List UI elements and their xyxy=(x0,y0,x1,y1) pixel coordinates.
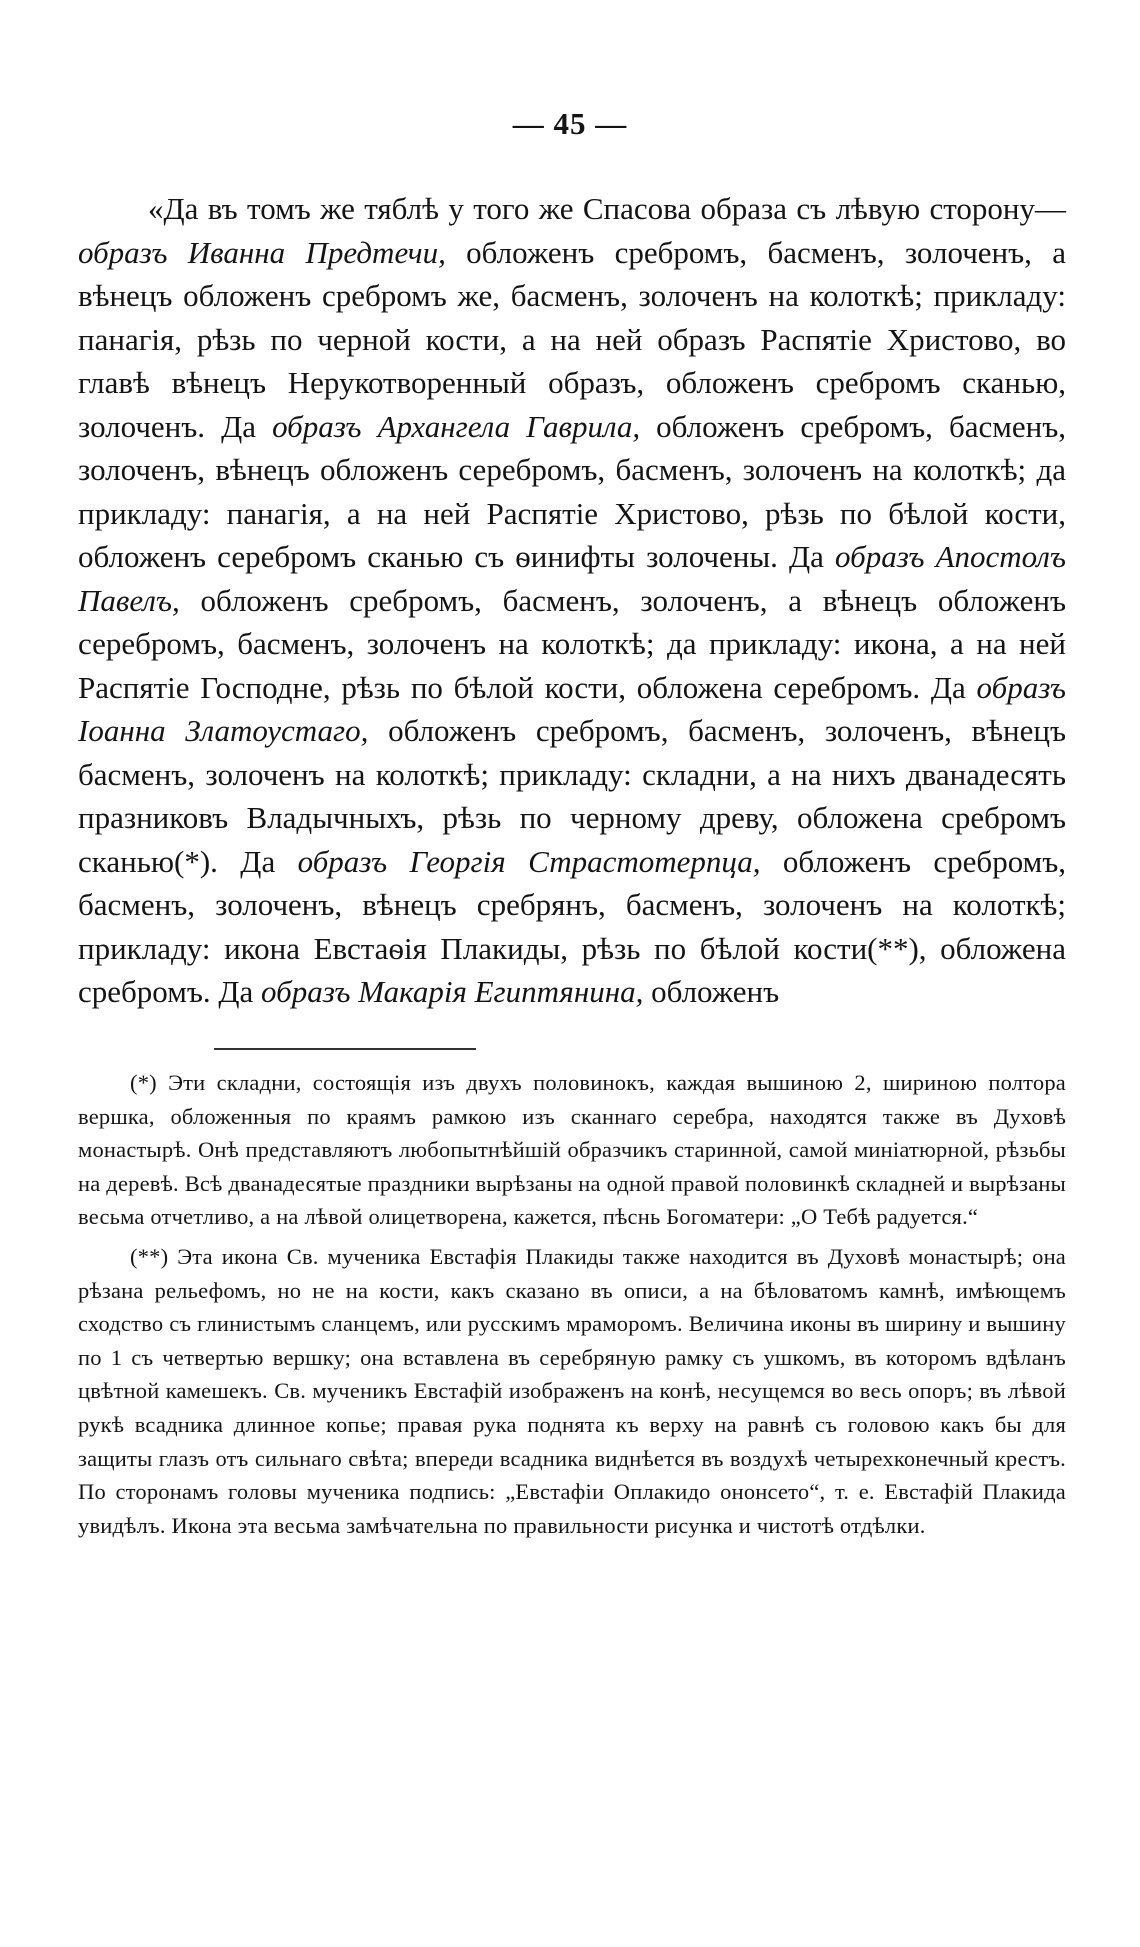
main-text-run: обложенъ сребромъ, басменъ, золоченъ, а вѣнецъ обложенъ сребромъ же, басменъ, золоченъ на колоткѣ; прикладу: панагія, рѣзь по черной кости, а на ней образъ Распятіе Христово, во главѣ вѣнецъ Нерукотворенный образъ, обложенъ сребромъ сканью, золоченъ. Да xyxy=(78,234,1066,444)
main-text-italic-run: образъ Іоанна Златоустаго, xyxy=(78,669,1066,748)
main-text-italic-run: образъ Апостолъ Павелъ, xyxy=(78,539,1066,618)
main-text-italic-run: образъ Макарія Египтянина, xyxy=(261,974,644,1009)
main-text-run: обложенъ xyxy=(643,974,780,1009)
main-text-run: обложенъ сребромъ, басменъ, золоченъ, а вѣнецъ обложенъ серебромъ, басменъ, золоченъ на колоткѣ; да прикладу: икона, а на ней Распятіе Господне, рѣзь по бѣлой кости, обложена серебромъ. Да xyxy=(78,582,1066,705)
main-text-run: обложенъ сребромъ, басменъ, золоченъ, вѣнецъ басменъ, золоченъ на колоткѣ; прикладу: складни, а на нихъ дванадесять празниковъ Владычныхъ, рѣзь по черному древу, обложена сребромъ сканью(*). Да xyxy=(78,713,1066,879)
main-text-italic-run: образъ Иванна Предтечи, xyxy=(78,234,446,270)
main-text-run: обложенъ сребромъ, басменъ, золоченъ, вѣнецъ сребрянъ, басменъ, золоченъ на колоткѣ; прикладу: икона Евстаѳія Плакиды, рѣзь по бѣлой кости(**), обложена сребромъ. Да xyxy=(78,843,1066,1009)
main-text-run: «Да въ томъ же тяблѣ у того же Спасова образа съ лѣвую сторону— xyxy=(148,191,1066,226)
footnote-separator xyxy=(214,1048,476,1050)
footnote-1: (*) Эти складни, состоящія изъ двухъ половинокъ, каждая вышиною 2, шириною полтора вершка, обложенныя по краямъ рамкою изъ сканнаго серебра, находятся также въ Духовѣ монастырѣ. Онѣ представляютъ любопытнѣйшій образчикъ старинной, самой миніатюрной, рѣзьбы на деревѣ. Всѣ дванадесятые праздники вырѣзаны на одной правой половинкѣ складней и вырѣзаны весьма отчетливо, а на лѣвой олицетворена, кажется, пѣснь Богоматери: „О Тебѣ радуется.“ xyxy=(78,1070,1066,1230)
main-text-run: обложенъ сребромъ, басменъ, золоченъ, вѣнецъ обложенъ серебромъ, басменъ, золоченъ на колоткѣ; да прикладу: панагія, а на ней Распятіе Христово, рѣзь по бѣлой кости, обложенъ серебромъ сканью съ ѳинифты золочены. Да xyxy=(78,408,1067,574)
page-number: — 45 — xyxy=(512,106,628,141)
footnote-2: (**) Эта икона Св. мученика Евстафія Плакиды также находится въ Духовѣ монастырѣ; она рѣзана рельефомъ, но не на кости, какъ сказано въ описи, а на бѣловатомъ камнѣ, имѣющемъ сходство съ глинистымъ сланцемъ, или русскимъ мраморомъ. Величина иконы въ ширину и вышину по 1 съ четвертью вершку; она вставлена въ серебряную рамку съ ушкомъ, въ которомъ вдѣланъ цвѣтной камешекъ. Св. мученикъ Евстафій изображенъ на конѣ, несущемся во весь опоръ; въ лѣвой рукѣ всадника длинное копье; правая рука поднята къ верху на равнѣ съ головою какъ бы для защиты глазъ отъ сильнаго свѣта; впереди всадника виднѣется въ воздухѣ четырехконечный крестъ. По сторонамъ головы мученика подпись: „Евстафіи Оплакидо ононсето“, т. е. Евстафій Плакида увидѣлъ. Икона эта весьма замѣчательна по правильности рисунка и чистотѣ отдѣлки. xyxy=(78,1243,1066,1538)
footnotes xyxy=(78,1066,1066,1548)
main-text-italic-run: образъ Архангела Гаврила, xyxy=(272,408,641,444)
main-text-italic-run: образъ Георгія Страстотерпца, xyxy=(297,843,761,879)
main-paragraph xyxy=(78,187,1066,1014)
